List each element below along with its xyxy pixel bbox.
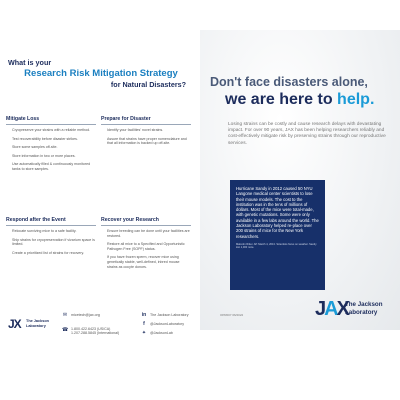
case-study-source: Malcolm Ritter. AP. March 4, 2013. Scientists focus on weather. Sandy lost 1,000 mice. [236,242,317,250]
section-heading: Respond after the Event [6,217,96,226]
case-study-box [230,180,325,290]
document-code: OPR007 06/2022 [220,313,244,317]
section-respond-after-event [6,217,96,259]
jax-logo-small-name: The Jackson Laboratory [26,319,50,328]
list-item: Cryopreserve your strains with a reliable method. [12,128,91,132]
list-item: If you have frozen sperm, recover mice using genetically stable, well-defined, inbred mouse strains as oocyte donors. [107,255,180,269]
list-item: Create a prioritized list of strains for recovery. [12,250,85,255]
list-item: Relocate surviving mice to a safe facility. [12,229,77,233]
headline-line-1: Don't face disasters alone, [210,75,368,89]
linkedin-link[interactable]: The Jackson Laboratory [150,313,189,317]
list-item: Store some samples off-site. [12,145,58,150]
jax-logo-line-2: Laboratory [345,308,378,316]
phone-international: 1.207.288.5845 (International) [71,331,120,336]
jax-logo-mark-icon: JX [8,317,21,331]
section-recover-research [101,217,191,273]
list-item: Ensure breeding can be done until your facilities are restored. [107,229,190,238]
section-heading: Mitigate Loss [6,116,96,125]
title-block [6,58,196,89]
facebook-link[interactable]: @JacksonLaboratory [150,322,185,326]
headline-accent: help. [337,91,375,108]
intro-paragraph: Losing strains can be costly and cause research delays with devastating impact. For over 90 years, JAX has been helping researchers reliably and cost-effectively mitigate risk by preserving strains through our reproductive services. [228,122,386,146]
brochure-spread [0,30,400,336]
twitter-link[interactable]: @JacksonLab [150,331,173,335]
footer [0,282,400,336]
list-item: Ship strains for cryopreservation if vivarium space is limited. [12,237,95,247]
jax-logo-small [8,317,48,331]
list-item: Store information in two or more places. [12,153,76,158]
headline-line-2-text: we are here to [225,91,338,108]
title-line-2: Research Risk Mitigation Strategy [24,68,178,79]
facebook-icon: f [143,321,145,327]
twitter-icon: ✦ [141,330,147,336]
jax-logo-mark-icon: JAX [315,298,348,320]
linkedin-icon: in [141,312,147,318]
phone-icon: ☎ [62,327,69,333]
headline-line-2 [225,91,395,109]
email-icon: ✉ [62,312,68,318]
email-link[interactable]: micetech@jax.org [71,313,100,317]
section-mitigate-loss [6,116,96,176]
list-item: Restore all mice to a Specified and Opportunistic Pathogen Free (SOPF) status. [107,242,185,251]
list-item: Identify your facilities' novel strains. [107,128,164,132]
phone-us: 1.800.422.6423 (US/CA) [71,327,111,331]
list-item: Assure that strains have proper nomenclature and that all information is backed up off-site. [107,136,187,146]
section-heading: Prepare for Disaster [101,116,191,125]
jax-logo-line-1: The Jackson [345,301,383,308]
list-item: Test recoverability before disaster strikes. [12,136,78,141]
list-item: Use automatically filled & continuously monitored tanks to store samples. [12,162,91,171]
section-prepare-for-disaster [101,116,191,150]
title-line-3: for Natural Disasters? [110,80,186,89]
title-line-1: What is your [8,58,52,67]
case-study-text: Hurricane Sandy in 2012 caused 50 NYU Langone medical center scientists to lose their mouse models. The cost to the institution was in the tens of millions of dollars. Most of the mice were total-made, with genetic mutations. Some were only available in a few labs around the world. The Jackson Laboratory helped re-place over 200 strains of mice for the New York researchers. [236,186,319,239]
section-heading: Recover your Research [101,217,191,226]
phone-numbers [71,327,131,336]
